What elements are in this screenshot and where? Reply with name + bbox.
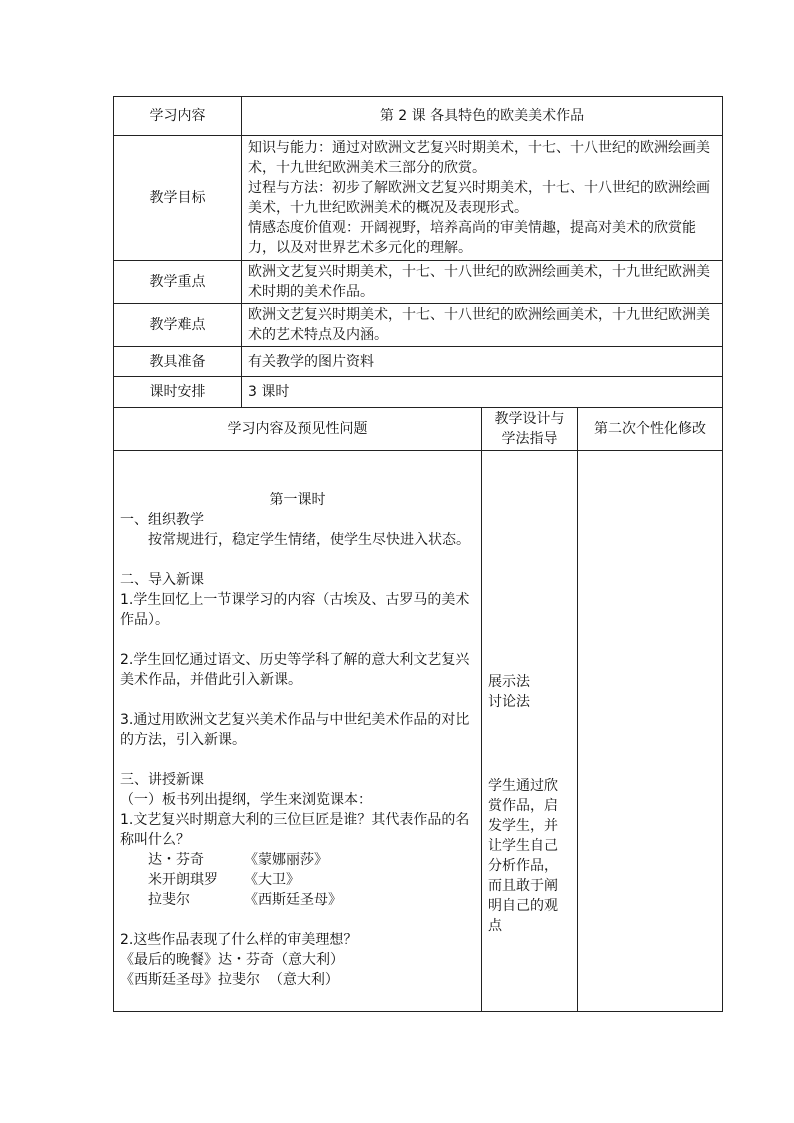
design-method-2: 讨论法 (488, 693, 530, 710)
artist-row (120, 870, 475, 890)
column-header-content: 学习内容及预见性问题 (114, 408, 482, 451)
lesson-plan-table (113, 96, 723, 1012)
artist-name: 拉斐尔 (148, 892, 190, 908)
objective-process: 过程与方法：初步了解欧洲文艺复兴时期美术，十七、十八世纪的欧洲绘画美术，十九世纪欧洲美术的概况及表现形式。 (248, 180, 710, 216)
column-header-design: 教学设计与学法指导 (482, 408, 578, 451)
row-schedule (114, 377, 723, 408)
difficulties-value: 欧洲文艺复兴时期美术，十七、十八世纪的欧洲绘画美术，十九世纪欧洲美术的艺术特点及内涵。 (242, 304, 723, 347)
row-materials (114, 347, 723, 377)
content-label: 学习内容 (114, 97, 242, 136)
column-header-revision: 第二次个性化修改 (578, 408, 723, 451)
key-points-label: 教学重点 (114, 261, 242, 304)
artist-row (120, 890, 475, 910)
revision-cell (578, 451, 723, 1012)
row-column-headers (114, 408, 723, 451)
row-objectives (114, 136, 723, 261)
objectives-value (242, 136, 723, 261)
schedule-label: 课时安排 (114, 377, 242, 408)
lesson-content-cell (114, 451, 482, 1012)
design-guide-cell (482, 451, 578, 1012)
artist-work: 《西斯廷圣母》 (244, 892, 342, 908)
section-intro-item-3: 3.通过用欧洲文艺复兴美术作品与中世纪美术作品的对比的方法，引入新课。 (120, 712, 470, 748)
design-method-1: 展示法 (488, 673, 530, 690)
section-organize-text: 按常规进行，稳定学生情绪，使学生尽快进入状态。 (148, 532, 470, 548)
section-intro-item-2: 2.学生回忆通过语文、历史等学科了解的意大利文艺复兴美术作品，并借此引入新课。 (120, 652, 470, 688)
section-teach-title: 三、讲授新课 (120, 772, 204, 788)
row-key-points (114, 261, 723, 304)
artist-work: 《蒙娜丽莎》 (244, 852, 328, 868)
lesson-title: 第一课时 (269, 492, 326, 508)
materials-label: 教具准备 (114, 347, 242, 377)
artist-row (120, 850, 475, 870)
key-points-value: 欧洲文艺复兴时期美术，十七、十八世纪的欧洲绘画美术，十九世纪欧洲美术时期的美术作品。 (242, 261, 723, 304)
design-guide-text: 学生通过欣赏作品，启发学生，并让学生自己分析作品，而且敢于阐明自己的观点 (488, 777, 558, 934)
artist-work: 《大卫》 (244, 872, 300, 888)
difficulties-label: 教学难点 (114, 304, 242, 347)
row-content (114, 97, 723, 136)
objective-knowledge: 知识与能力：通过对欧洲文艺复兴时期美术，十七、十八世纪的欧洲绘画美术，十九世纪欧洲美术三部分的欣赏。 (248, 140, 710, 176)
section-teach-question-1: 1.文艺复兴时期意大利的三位巨匠是谁？其代表作品的名称叫什么？ (120, 812, 470, 848)
objectives-label: 教学目标 (114, 136, 242, 261)
artwork-line-2: 《西斯廷圣母》拉斐尔 （意大利） (120, 972, 339, 988)
artist-list (120, 850, 475, 910)
section-organize-title: 一、组织教学 (120, 512, 204, 528)
schedule-value: 3 课时 (242, 377, 723, 408)
materials-value: 有关教学的图片资料 (242, 347, 723, 377)
section-intro-title: 二、导入新课 (120, 572, 204, 588)
artwork-line-1: 《最后的晚餐》达・芬奇（意大利） (120, 952, 344, 968)
section-teach-question-2: 2.这些作品表现了什么样的审美理想？ (120, 932, 358, 948)
row-difficulties (114, 304, 723, 347)
row-lesson-body (114, 451, 723, 1012)
section-intro-item-1: 1.学生回忆上一节课学习的内容（古埃及、古罗马的美术作品）。 (120, 592, 470, 628)
content-value: 第 2 课 各具特色的欧美美术作品 (242, 97, 723, 136)
section-teach-sub-1: （一）板书列出提纲，学生来浏览课本： (120, 792, 372, 808)
artist-name: 米开朗琪罗 (148, 872, 218, 888)
objective-attitude: 情感态度价值观：开阔视野，培养高尚的审美情趣，提高对美术的欣赏能力，以及对世界艺术多元化的理解。 (248, 220, 696, 256)
artist-name: 达・芬奇 (148, 852, 204, 868)
